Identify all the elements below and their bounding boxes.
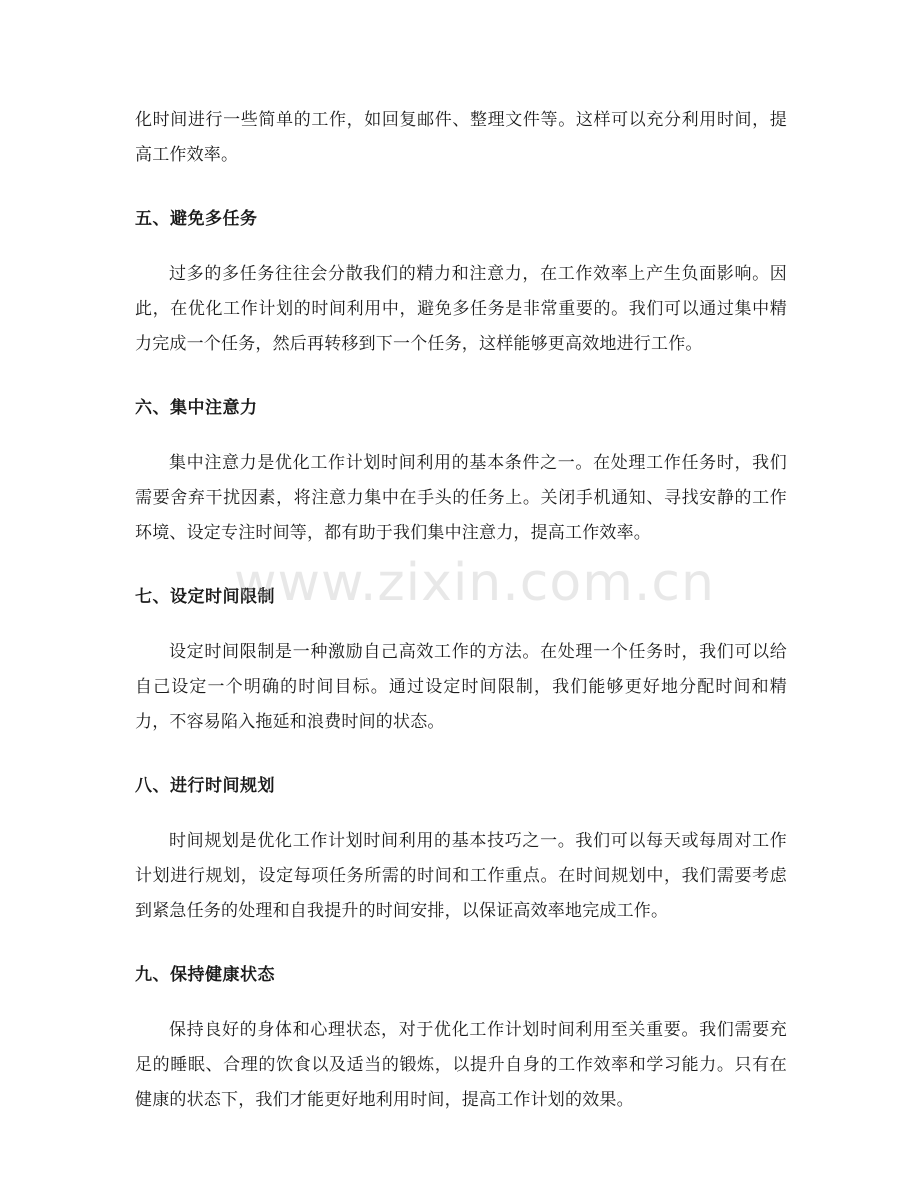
section-heading-9: 九、保持健康状态 bbox=[135, 965, 275, 985]
section-body-7: 设定时间限制是一种激励自己高效工作的方法。在处理一个任务时，我们可以给自己设定一个明确的时间目标。通过设定时间限制，我们能够更好地分配时间和精力，不容易陷入拖延和浪费时间的状态。 bbox=[135, 642, 787, 732]
section-heading-6: 六、集中注意力 bbox=[135, 398, 258, 418]
section-body-5: 过多的多任务往往会分散我们的精力和注意力，在工作效率上产生负面影响。因此，在优化工作计划的时间利用中，避免多任务是非常重要的。我们可以通过集中精力完成一个任务，然后再转移到下一个任务，这样能够更高效地进行工作。 bbox=[135, 264, 787, 354]
section-heading-7: 七、设定时间限制 bbox=[135, 587, 275, 607]
section-heading-5: 五、避免多任务 bbox=[135, 209, 258, 229]
section-body-9: 保持良好的身体和心理状态，对于优化工作计划时间利用至关重要。我们需要充足的睡眠、合理的饮食以及适当的锻炼，以提升自身的工作效率和学习能力。只有在健康的状态下，我们才能更好地利用时间，提高工作计划的效果。 bbox=[135, 1020, 787, 1110]
document-content bbox=[135, 103, 787, 1118]
section-body-6: 集中注意力是优化工作计划时间利用的基本条件之一。在处理工作任务时，我们需要舍弃干扰因素，将注意力集中在手头的任务上。关闭手机通知、寻找安静的工作环境、设定专注时间等，都有助于我们集中注意力，提高工作效率。 bbox=[135, 453, 787, 543]
section-body-8: 时间规划是优化工作计划时间利用的基本技巧之一。我们可以每天或每周对工作计划进行规划，设定每项任务所需的时间和工作重点。在时间规划中，我们需要考虑到紧急任务的处理和自我提升的时间安排，以保证高效率地完成工作。 bbox=[135, 831, 787, 921]
watermark: www.zixin.com.cn bbox=[234, 553, 715, 613]
section-heading-8: 八、进行时间规划 bbox=[135, 776, 275, 796]
intro-paragraph: 化时间进行一些简单的工作，如回复邮件、整理文件等。这样可以充分利用时间，提高工作效率。 bbox=[135, 110, 787, 165]
